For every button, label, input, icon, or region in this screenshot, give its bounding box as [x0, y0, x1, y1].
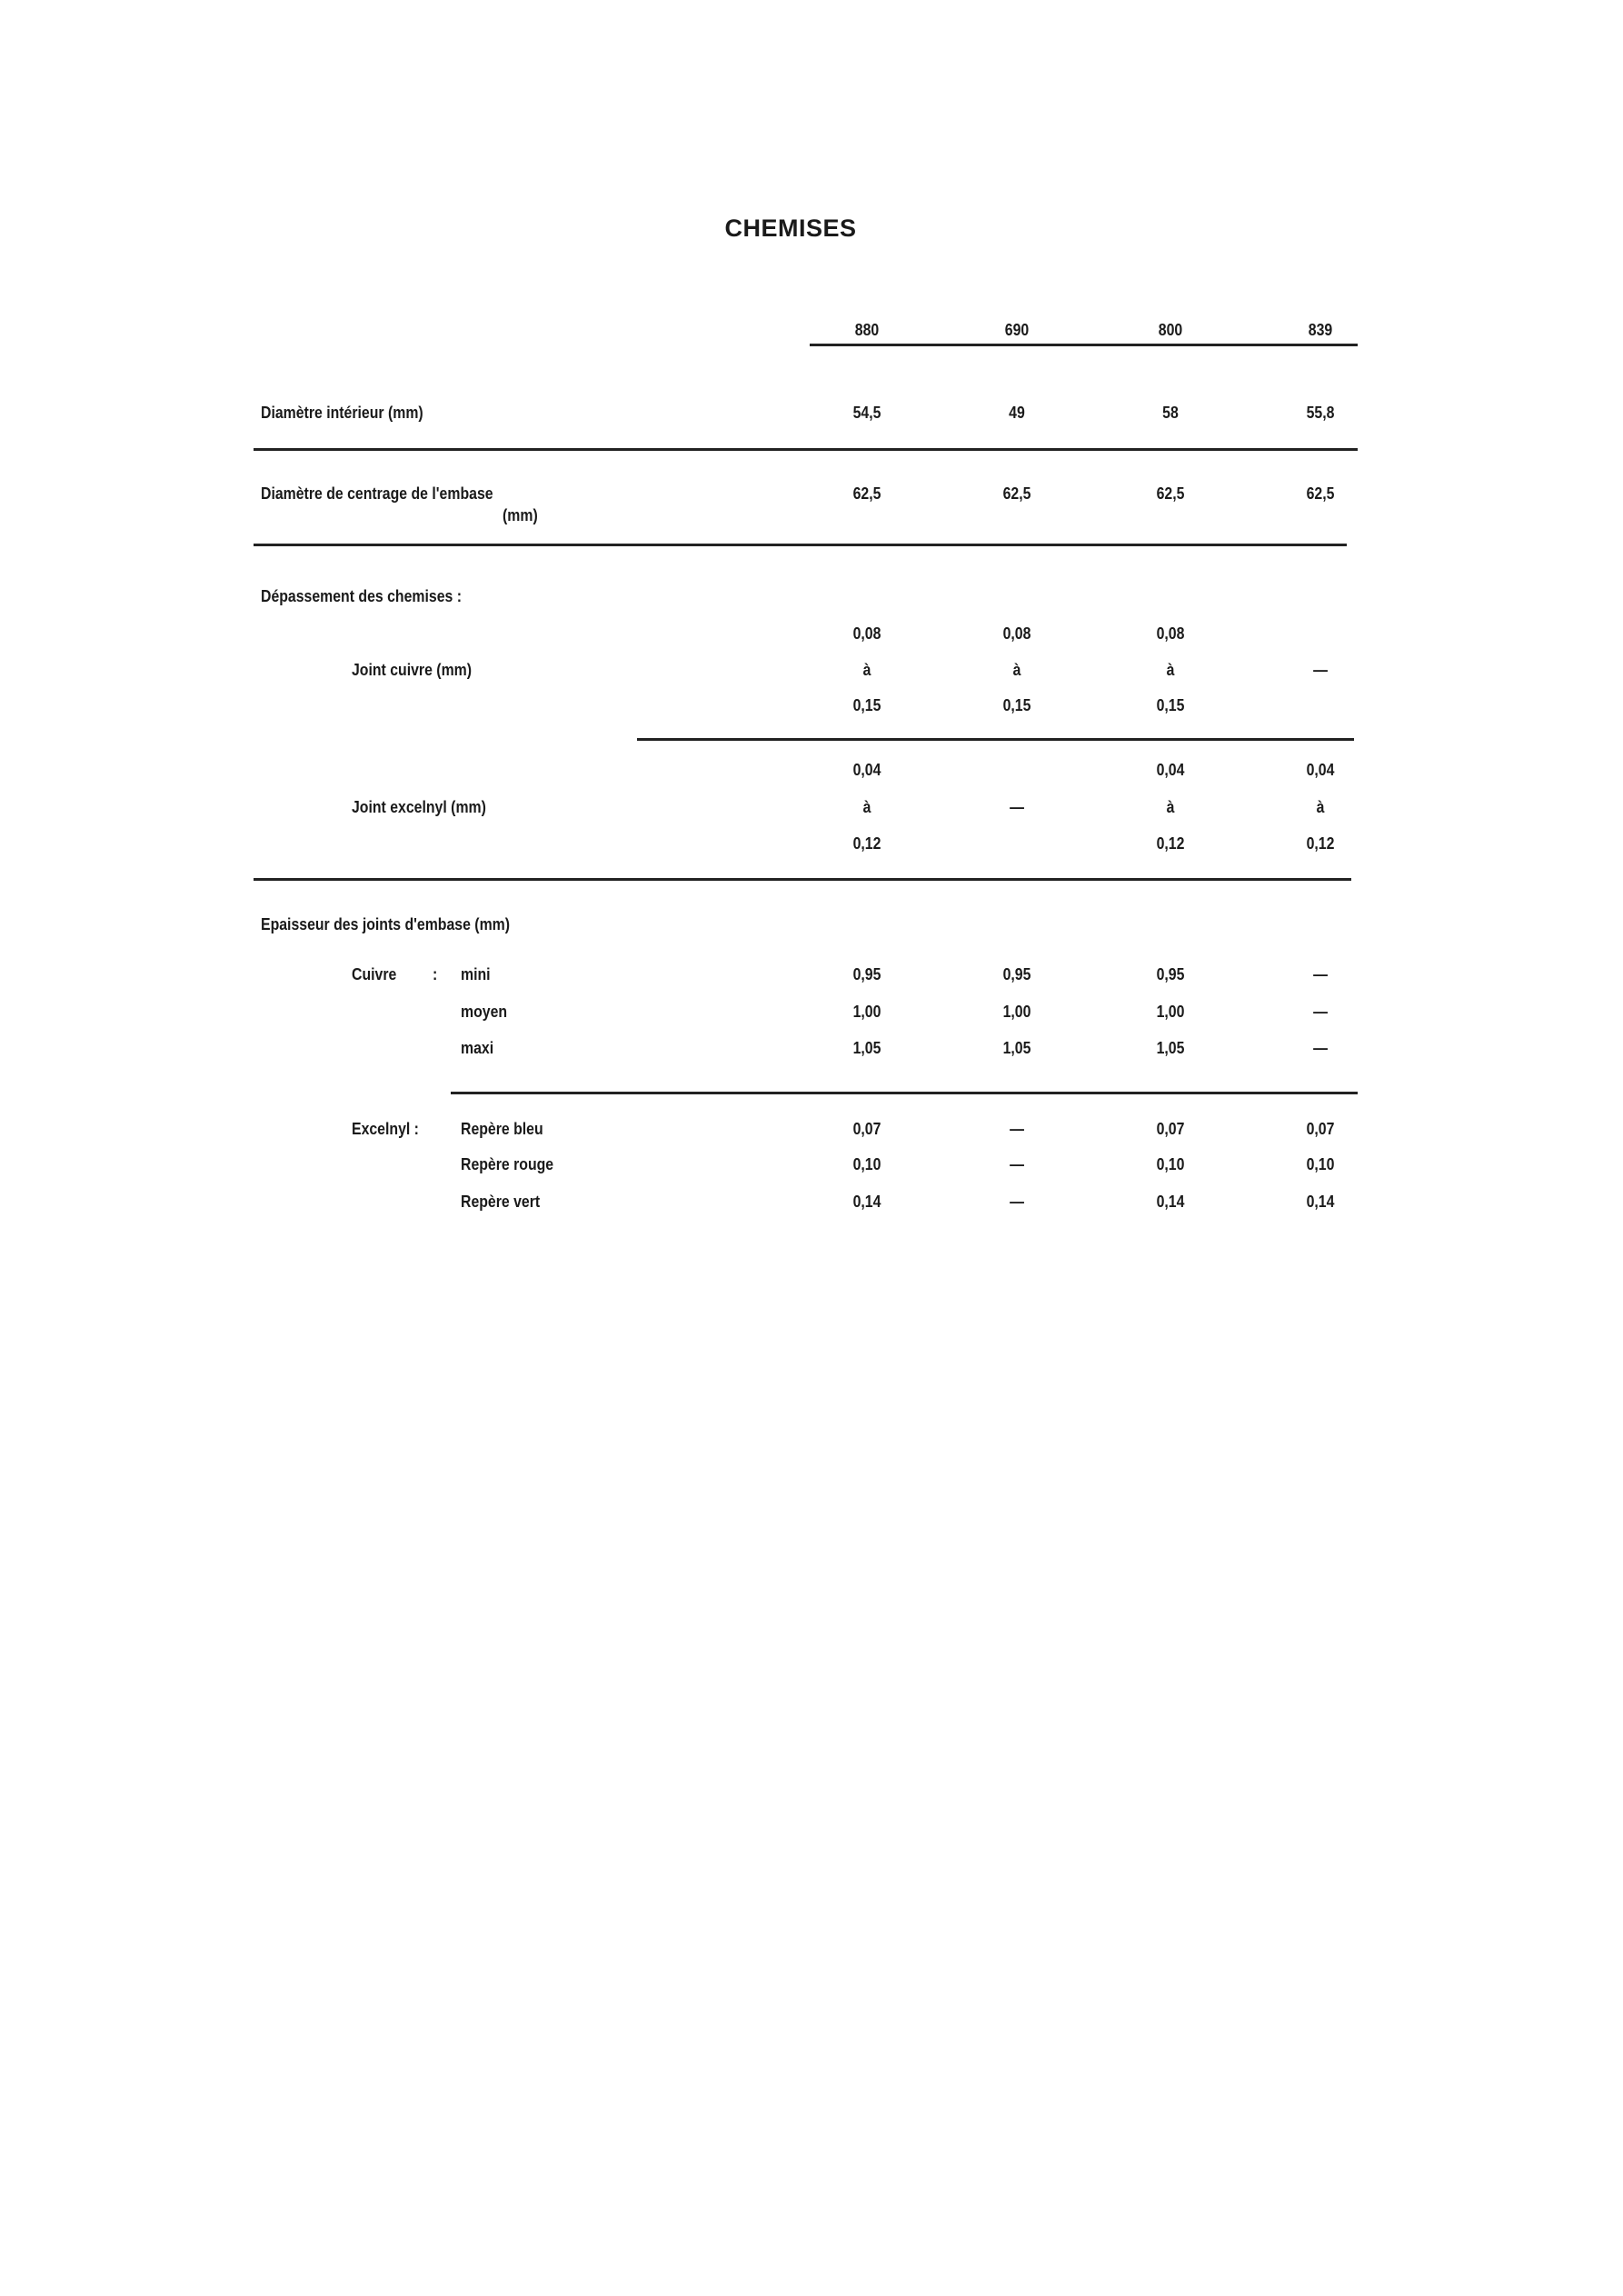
table-cell: 0,04 [1156, 761, 1185, 779]
table-cell: 1,00 [852, 1003, 881, 1021]
table-cell: 1,05 [1002, 1039, 1031, 1057]
table-cell: 0,10 [1306, 1155, 1335, 1173]
row-label: Repère vert [461, 1193, 541, 1211]
table-cell: 0,15 [1156, 696, 1185, 714]
divider [254, 544, 1347, 546]
table-cell: — [1313, 965, 1328, 983]
row-label: maxi [461, 1039, 494, 1057]
row-label-separator: : [433, 965, 438, 983]
divider [254, 878, 1351, 881]
table-cell: 62,5 [1002, 484, 1031, 503]
table-cell: 0,04 [852, 761, 881, 779]
divider [637, 738, 1354, 741]
column-header: 800 [1158, 321, 1183, 339]
row-label: Diamètre intérieur (mm) [261, 404, 423, 422]
table-cell: à [1316, 798, 1325, 816]
table-cell: à [1166, 661, 1175, 679]
column-header: 690 [1004, 321, 1030, 339]
row-label: Joint excelnyl (mm) [352, 798, 486, 816]
table-cell: 0,14 [1156, 1193, 1185, 1211]
table-cell: 55,8 [1306, 404, 1335, 422]
row-label: Repère rouge [461, 1155, 554, 1173]
table-cell: — [1313, 661, 1328, 679]
table-cell: 0,08 [1002, 624, 1031, 643]
table-cell: à [1166, 798, 1175, 816]
table-cell: 1,00 [1002, 1003, 1031, 1021]
table-cell: 0,10 [1156, 1155, 1185, 1173]
section-label: Dépassement des chemises : [261, 587, 462, 605]
table-cell: 0,15 [1002, 696, 1031, 714]
section-label: Epaisseur des joints d'embase (mm) [261, 915, 511, 933]
table-cell: 0,95 [852, 965, 881, 983]
table-cell: 0,14 [1306, 1193, 1335, 1211]
table-cell: 0,08 [852, 624, 881, 643]
table-cell: 0,12 [1306, 834, 1335, 853]
table-cell: à [1012, 661, 1021, 679]
table-cell: 0,04 [1306, 761, 1335, 779]
column-header: 880 [854, 321, 880, 339]
row-label: Excelnyl : [352, 1120, 419, 1138]
table-cell: 49 [1009, 404, 1025, 422]
table-cell: 0,15 [852, 696, 881, 714]
table-cell: 0,14 [852, 1193, 881, 1211]
row-label: Cuivre [352, 965, 397, 983]
table-cell: — [1313, 1039, 1328, 1057]
table-cell: 0,10 [852, 1155, 881, 1173]
divider [810, 344, 1358, 346]
table-cell: 0,12 [1156, 834, 1185, 853]
table-cell: 1,05 [1156, 1039, 1185, 1057]
row-unit: (mm) [503, 506, 538, 524]
table-cell: 0,95 [1002, 965, 1031, 983]
column-header: 839 [1308, 321, 1333, 339]
table-cell: 62,5 [1306, 484, 1335, 503]
page-title: CHEMISES [724, 215, 857, 242]
table-cell: 54,5 [852, 404, 881, 422]
table-cell: 62,5 [852, 484, 881, 503]
table-cell: 1,00 [1156, 1003, 1185, 1021]
divider [254, 448, 1358, 451]
table-cell: — [1010, 1155, 1024, 1173]
table-cell: 62,5 [1156, 484, 1185, 503]
row-label: Repère bleu [461, 1120, 543, 1138]
table-cell: 58 [1162, 404, 1179, 422]
table-cell: 0,07 [1306, 1120, 1335, 1138]
table-cell: — [1313, 1003, 1328, 1021]
table-cell: à [862, 661, 871, 679]
row-label: moyen [461, 1003, 508, 1021]
table-cell: — [1010, 1120, 1024, 1138]
table-cell: — [1010, 798, 1024, 816]
table-cell: 0,07 [852, 1120, 881, 1138]
row-label: Diamètre de centrage de l'embase [261, 484, 493, 503]
table-cell: 0,07 [1156, 1120, 1185, 1138]
divider [451, 1092, 1358, 1094]
table-cell: 0,08 [1156, 624, 1185, 643]
table-cell: 0,12 [852, 834, 881, 853]
row-label: mini [461, 965, 491, 983]
row-label: Joint cuivre (mm) [352, 661, 473, 679]
table-cell: — [1010, 1193, 1024, 1211]
table-cell: 1,05 [852, 1039, 881, 1057]
table-cell: 0,95 [1156, 965, 1185, 983]
table-cell: à [862, 798, 871, 816]
